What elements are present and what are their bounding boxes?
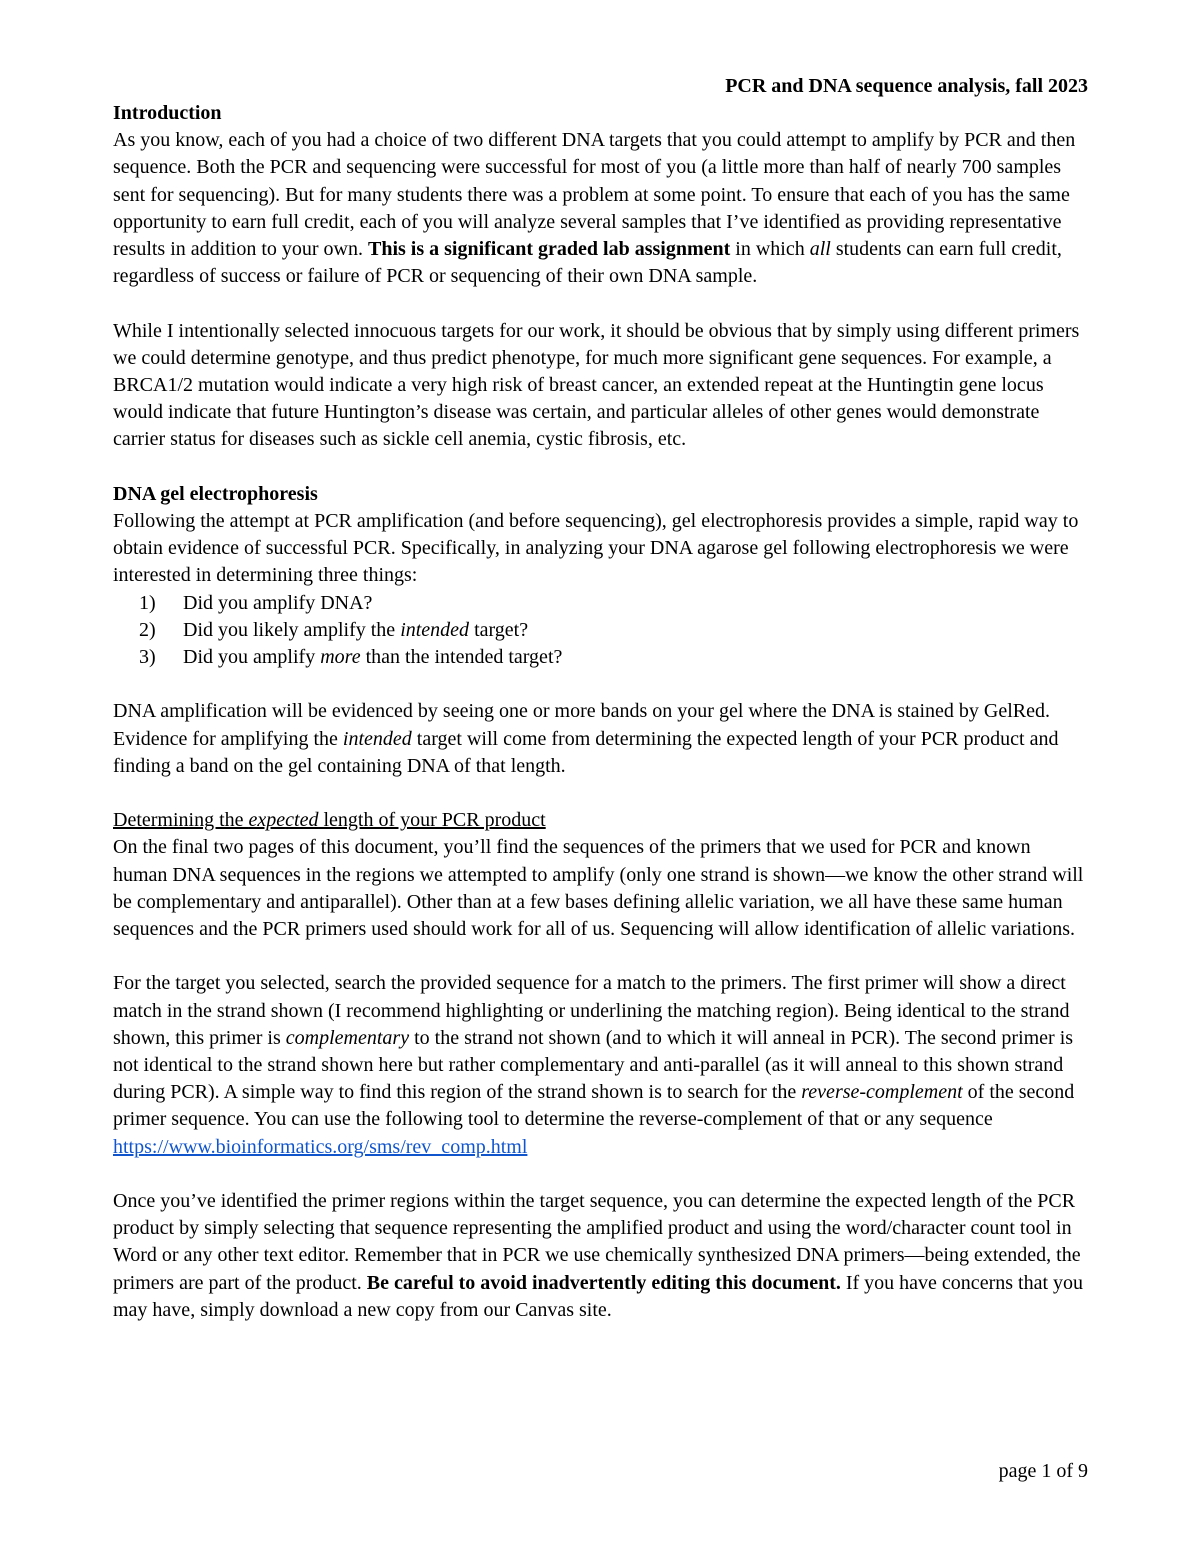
reverse-complement-tool-link[interactable]: https://www.bioinformatics.org/sms/rev_comp.html bbox=[113, 1135, 528, 1158]
list-item: 2) Did you likely amplify the intended target? bbox=[139, 618, 529, 641]
list-item: 3) Did you amplify more than the intended target? bbox=[139, 646, 563, 669]
gel-paragraph-1: Following the attempt at PCR amplification (and before sequencing), gel electrophoresis provides a simple, rapid way to obtain evidence of successful PCR. Specifically, in analyzing your DNA agarose gel following electrophoresis we were interested in determining three things: bbox=[113, 510, 1079, 587]
be-careful-warning: Be careful to avoid inadvertently editing this document. bbox=[366, 1271, 841, 1294]
expected-paragraph-2: For the target you selected, search the provided sequence for a match to the primers. The first primer will show a direct match in the strand shown (I recommend highlighting or underlining the matching region). Being identical to the strand shown, this primer is complementary to the strand not shown (and to which it will anneal in PCR). The second primer is not identical to the strand shown here but rather complementary and anti-parallel (as it will anneal to this shown strand during PCR). A simple way to find this region of the strand shown is to search for the reverse-complement of the second primer sequence. You can use the following tool to determine the reverse-complement of that or any sequence https://www.bioinformatics.org/sms/rev_comp.html bbox=[113, 972, 1075, 1158]
introduction-p1-text: As you know, each of you had a choice of two different DNA targets that you could attempt to amplify by PCR and then sequence. Both the PCR and sequencing were successful for most of you (a little more than half of nearly 700 samples sent for sequencing). But for many students there was a problem at some point. To ensure that each of you has the same opportunity to earn full credit, each of you will analyze several samples that I’ve identified as providing representative results in addition to your own. bbox=[113, 129, 1076, 261]
gel-paragraph-2: DNA amplification will be evidenced by seeing one or more bands on your gel where the DNA is stained by GelRed. Evidence for amplifying the intended target will come from determining the expected length of your PCR product and finding a band on the gel containing DNA of that length. bbox=[113, 700, 1059, 777]
page-number: page 1 of 9 bbox=[998, 1460, 1088, 1482]
expected-length-heading: Determining the expected length of your PCR product bbox=[113, 809, 546, 832]
document-page bbox=[113, 73, 1088, 1324]
document-header-title: PCR and DNA sequence analysis, fall 2023 bbox=[725, 75, 1088, 97]
expected-paragraph-3: Once you’ve identified the primer regions within the target sequence, you can determine the expected length of the PCR product by simply selecting that sequence representing the amplified product and using the word/character count tool in Word or any other text editor. Remember that in PCR we use chemically synthesized DNA primers—being extended, the primers are part of the product. Be careful to avoid inadvertently editing this document. If you have concerns that you may have, simply download a new copy from our Canvas site. bbox=[113, 1190, 1083, 1321]
expected-paragraph-1: On the final two pages of this document, you’ll find the sequences of the primers that we used for PCR and known human DNA sequences in the regions we attempted to amplify (only one strand is shown—we know the other strand will be complementary and antiparallel). Other than at a few bases defining allelic variation, we all have these same human sequences and the PCR primers used should work for all of us. Sequencing will allow identification of allelic variations. bbox=[113, 836, 1084, 941]
list-item: 1) Did you amplify DNA? bbox=[139, 591, 373, 614]
gel-question-list bbox=[113, 590, 1088, 672]
graded-assignment-emphasis: This is a significant graded lab assignment bbox=[367, 238, 731, 261]
introduction-paragraph-1: As you know, each of you had a choice of two different DNA targets that you could attempt to amplify by PCR and then sequence. Both the PCR and sequencing were successful for most of you (a little more than half of nearly 700 samples sent for sequencing). But for many students there was a problem at some point. To ensure that each of you has the same opportunity to earn full credit, each of you will analyze several samples that I’ve identified as providing representative results in addition to your own. This is a significant graded lab assignment in which all students can earn full credit, regardless of success or failure of PCR or sequencing of their own DNA sample. bbox=[113, 129, 1076, 288]
introduction-paragraph-2: While I intentionally selected innocuous targets for our work, it should be obvious that by simply using different primers we could determine genotype, and thus predict phenotype, for much more significant gene sequences. For example, a BRCA1/2 mutation would indicate a very high risk of breast cancer, an extended repeat at the Huntingtin gene locus would indicate that future Huntington’s disease was certain, and particular alleles of other genes would demonstrate carrier status for diseases such as sickle cell anemia, cystic fibrosis, etc. bbox=[113, 319, 1080, 451]
gel-electrophoresis-heading: DNA gel electrophoresis bbox=[113, 482, 318, 505]
introduction-heading: Introduction bbox=[113, 102, 222, 124]
all-emphasis: all bbox=[809, 238, 831, 261]
